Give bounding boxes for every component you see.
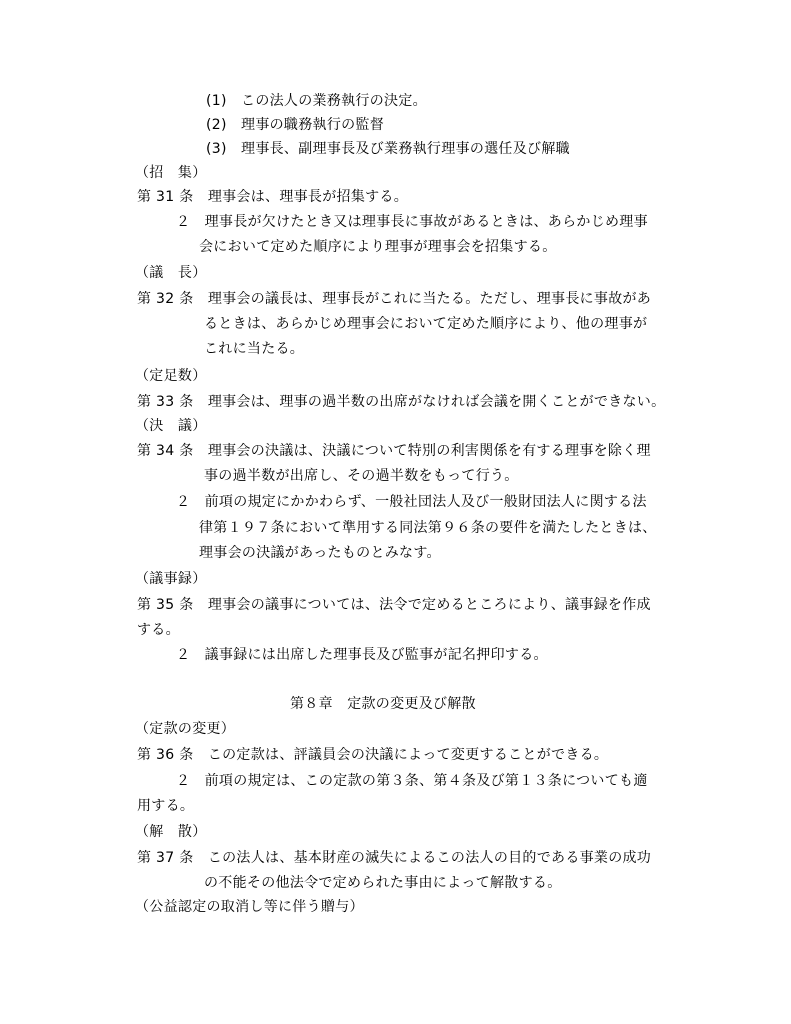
section-heading-dissolution: （解 散） (135, 824, 207, 840)
section-heading-donation: （公益認定の取消し等に伴う贈与） (135, 899, 364, 915)
article-37: 第 37 条 この法人は、基本財産の滅失によるこの法人の目的である事業の成功 (137, 850, 652, 866)
article-35-para-2: ２ 議事録には出席した理事長及び監事が記名押印する。 (176, 647, 548, 663)
section-heading-amendment: （定款の変更） (135, 721, 236, 737)
article-34-para-2-cont-2: 理事会の決議があったものとみなす。 (199, 545, 441, 561)
article-34-para-2: ２ 前項の規定にかかわらず、一般社団法人及び一般財団法人に関する法 (176, 494, 647, 510)
section-heading-quorum: （定足数） (135, 368, 207, 384)
article-32-cont-2: これに当たる。 (204, 341, 305, 357)
article-34: 第 34 条 理事会の決議は、決議について特別の利害関係を有する理事を除く理 (137, 443, 651, 459)
section-heading-convocation: （招 集） (135, 165, 207, 181)
item-3: (3) 理事長、副理事長及び業務執行理事の選任及び解職 (206, 141, 570, 157)
article-37-cont: の不能その他法令で定められた事由によって解散する。 (204, 875, 562, 891)
article-32: 第 32 条 理事会の議長は、理事長がこれに当たる。ただし、理事長に事故があ (137, 291, 652, 307)
section-heading-chair: （議 長） (135, 265, 207, 281)
section-heading-resolution: （決 議） (135, 418, 207, 434)
article-36-para-2-cont: 用する。 (137, 798, 195, 814)
article-35-cont: する。 (137, 622, 180, 638)
chapter-heading: 第８章 定款の変更及び解散 (290, 696, 476, 712)
item-2: (2) 理事の職務執行の監督 (206, 117, 385, 133)
article-31-para-2-cont: 会において定めた順序により理事が理事会を招集する。 (199, 239, 557, 255)
article-34-cont: 事の過半数が出席し、その過半数をもって行う。 (204, 468, 519, 484)
article-36-para-2: ２ 前項の規定は、この定款の第３条、第４条及び第１３条についても適 (176, 773, 648, 789)
article-31: 第 31 条 理事会は、理事長が招集する。 (137, 189, 409, 205)
section-heading-minutes: （議事録） (135, 571, 207, 587)
article-34-para-2-cont-1: 律第１９７条において準用する同法第９６条の要件を満たしたときは、 (199, 520, 657, 536)
article-32-cont-1: るときは、あらかじめ理事会において定めた順序により、他の理事が (204, 316, 648, 332)
item-1: (1) この法人の業務執行の決定。 (206, 93, 427, 109)
article-31-para-2: ２ 理事長が欠けたとき又は理事長に事故があるときは、あらかじめ理事 (176, 214, 648, 230)
article-35: 第 35 条 理事会の議事については、法令で定めるところにより、議事録を作成 (137, 597, 651, 613)
article-36: 第 36 条 この定款は、評議員会の決議によって変更することができる。 (137, 747, 609, 763)
article-33: 第 33 条 理事会は、理事の過半数の出席がなければ会議を開くことができない。 (137, 394, 666, 410)
